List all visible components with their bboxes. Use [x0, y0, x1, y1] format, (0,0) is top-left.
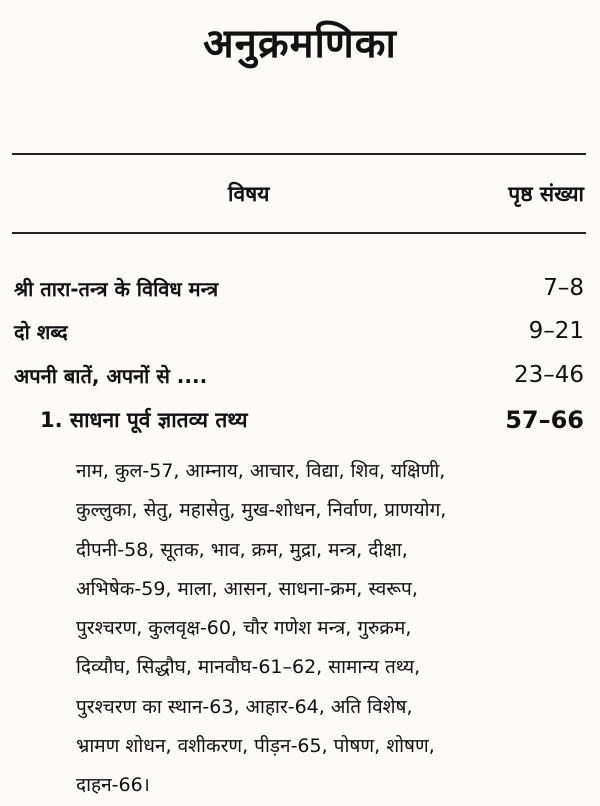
toc-section-pages: 57–66 [505, 406, 584, 434]
toc-section-title: 1. साधना पूर्व ज्ञातव्य तथ्य [40, 408, 248, 432]
topic-line: दाहन-66। [76, 774, 150, 797]
toc-entry-pages: 7–8 [543, 275, 584, 301]
page-title: अनुक्रमणिका [203, 21, 397, 67]
topic-line: पुरश्चरण का स्थान-63, आहार-64, अति विशेष, [76, 695, 413, 718]
top-rule [12, 153, 586, 155]
toc-entry-title: श्री तारा-तन्त्र के विविध मन्त्र [14, 277, 219, 301]
toc-section-entry [0, 406, 600, 442]
toc-entry-pages: 9–21 [528, 318, 584, 344]
toc-entry [0, 275, 600, 311]
topic-line: अभिषेक-59, माला, आसन, साधना-क्रम, स्वरूप, [76, 577, 418, 600]
toc-entry [0, 362, 600, 398]
header-bottom-rule [12, 232, 586, 234]
toc-entry-title: अपनी बातें, अपनों से .... [14, 364, 208, 388]
topic-line: पुरश्चरण, कुलवृक्ष-60, चौर गणेश मन्त्र, गुरुक्रम, [76, 617, 412, 640]
topic-line: कुल्लुका, सेतु, महासेतु, मुख-शोधन, निर्वाण, प्राणयोग, [76, 499, 447, 522]
toc-entry-title: दो शब्द [14, 320, 68, 344]
column-header-subject: विषय [228, 182, 270, 206]
toc-entry [0, 318, 600, 354]
column-header-page-number: पृष्ठ संख्या [508, 182, 584, 206]
topic-line: नाम, कुल-57, आम्नाय, आचार, विद्या, शिव, यक्षिणी, [76, 460, 446, 482]
topic-line: भ्रामण शोधन, वशीकरण, पीड़न-65, पोषण, शोषण, [76, 735, 435, 758]
topic-line: दिव्यौघ, सिद्धौघ, मानवौघ-61–62, सामान्य तथ्य, [76, 656, 421, 679]
section-topics [76, 452, 581, 806]
toc-entry-pages: 23–46 [513, 362, 584, 388]
topic-line: दीपनी-58, सूतक, भाव, क्रम, मुद्रा, मन्त्र, दीक्षा, [76, 538, 408, 561]
